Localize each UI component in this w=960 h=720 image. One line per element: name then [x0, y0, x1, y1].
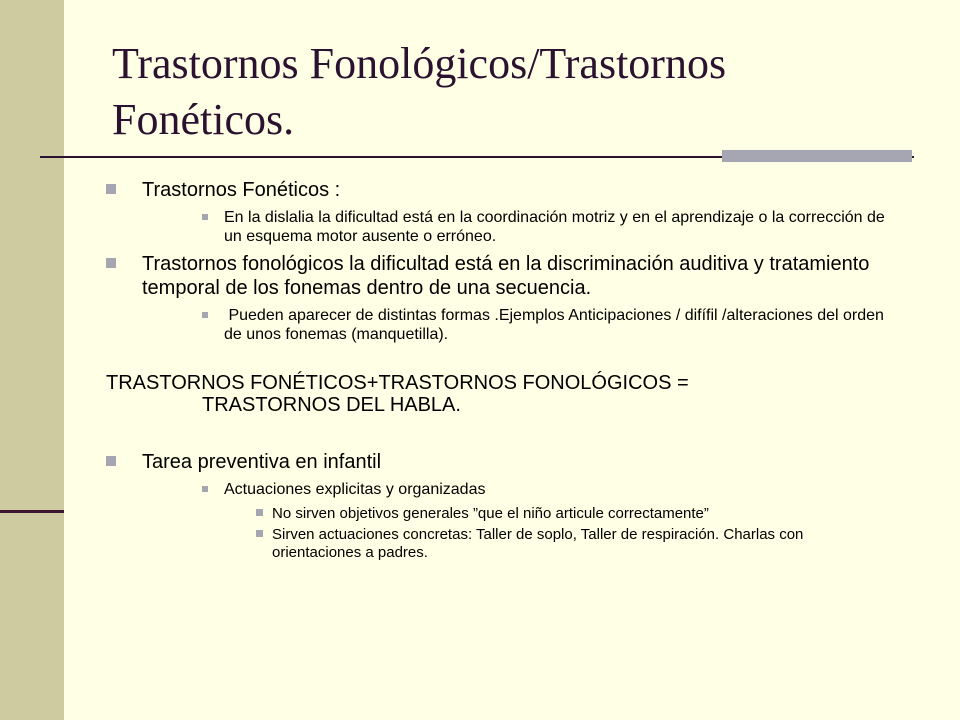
bullet-item-level1: [106, 450, 896, 474]
bullet-item-level1: [106, 178, 896, 202]
slide-title: Trastornos Fonológicos/Trastornos Fonéticos.: [112, 39, 727, 144]
equation-line1: TRASTORNOS FONÉTICOS+TRASTORNOS FONOLÓGICOS =: [106, 372, 689, 394]
square-bullet-icon: [106, 258, 116, 268]
square-bullet-icon: [256, 509, 263, 516]
bullet-text: Pueden aparecer de distintas formas .Ejemplos Anticipaciones / difífil /alteraciones del orden de unos fonemas (manquetilla).: [224, 307, 889, 343]
bullet-text: Trastornos fonológicos la dificultad está en la discriminación auditiva y tratamiento temporal de los fonemas dentro de una secuencia.: [142, 253, 870, 299]
equation-text: [106, 372, 896, 416]
bullet-text: Sirven actuaciones concretas: Taller de soplo, Taller de respiración. Charlas con orientaciones a padres.: [272, 526, 804, 561]
bullet-item-level2: [106, 208, 896, 246]
bullet-text: Trastornos Fonéticos :: [142, 179, 341, 201]
bullet-text: No sirven objetivos generales ”que el niño articule correctamente”: [272, 505, 709, 522]
title-accent-bar: [722, 150, 912, 162]
square-bullet-icon: [202, 486, 208, 492]
bullet-item-level3: [106, 526, 896, 562]
bullet-item-level2: [106, 480, 896, 499]
square-bullet-icon: [106, 456, 116, 466]
bullet-item-level1: [106, 252, 896, 300]
square-bullet-icon: [202, 214, 208, 220]
square-bullet-icon: [202, 312, 208, 318]
bullet-text: Actuaciones explicitas y organizadas: [224, 481, 486, 498]
left-decorative-bar: [0, 0, 64, 720]
square-bullet-icon: [106, 184, 116, 194]
bullet-item-level3: [106, 505, 896, 523]
bullet-text: En la dislalia la dificultad está en la coordinación motriz y en el aprendizaje o la corrección de un esquema motor ausente o erróneo.: [224, 209, 885, 245]
left-bar-rule: [0, 510, 64, 513]
bullet-text: Tarea preventiva en infantil: [142, 451, 382, 473]
slide-content-lower: [106, 372, 896, 565]
bullet-item-level2: [106, 306, 896, 344]
slide-content: [106, 178, 896, 350]
square-bullet-icon: [256, 530, 263, 537]
equation-line2: TRASTORNOS DEL HABLA.: [202, 394, 461, 416]
